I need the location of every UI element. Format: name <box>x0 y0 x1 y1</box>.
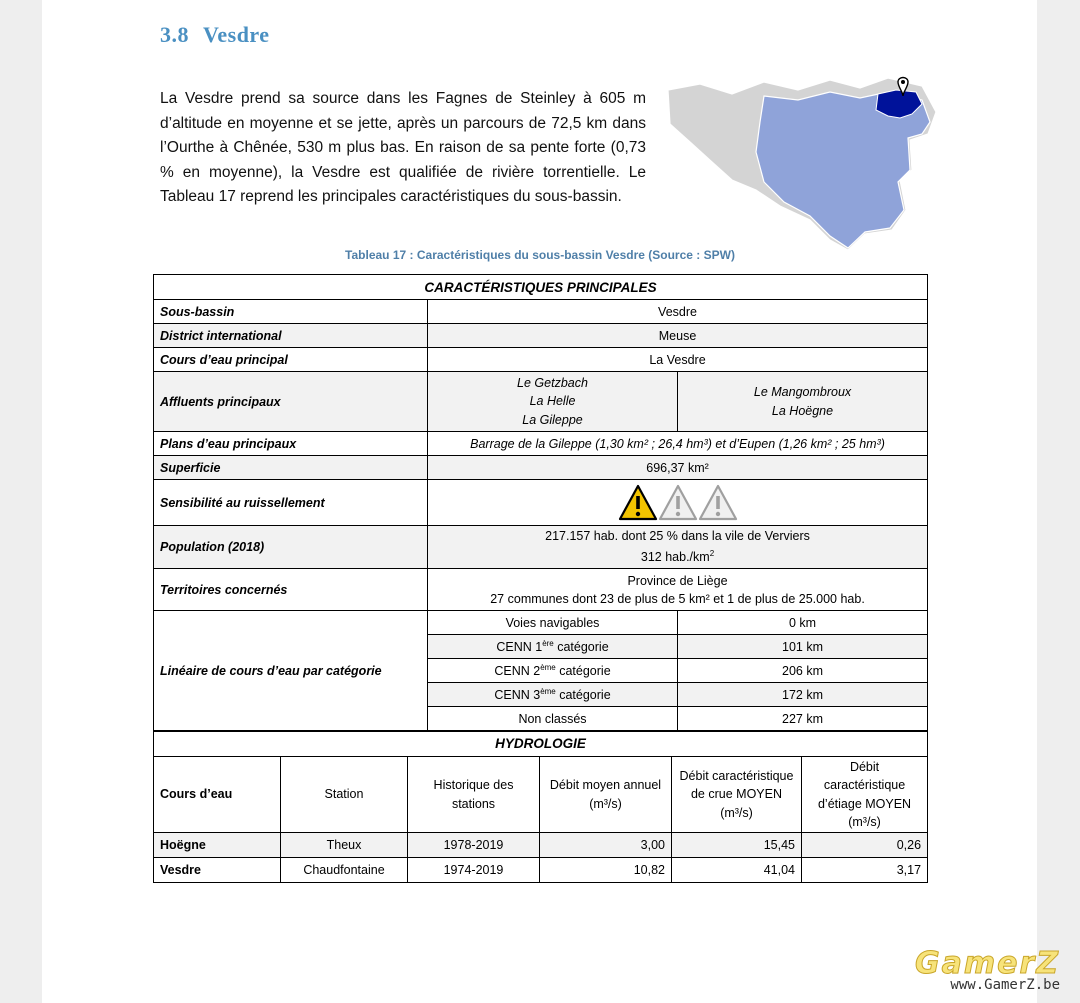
cell-historique: 1978-2019 <box>408 833 540 858</box>
cell-historique: 1974-2019 <box>408 858 540 883</box>
lineaire-category: Non classés <box>428 707 678 731</box>
population-line: 217.157 hab. dont 25 % dans la vile de Verviers <box>545 529 810 544</box>
intro-paragraph: La Vesdre prend sa source dans les Fagnes de Steinley à 605 m d’altitude en moyenne et se jette, après un parcours de 72,5 km dans l’Ourthe à Chênée, 530 m plus bas. En raison de sa pente forte (0,73 % en moyenne), la Vesdre est qualifiée de rivière torrentielle. Le Tableau 17 reprend les principales caractéristiques du sous-bassin. <box>160 90 646 205</box>
cell-debit-crue: 15,45 <box>672 833 802 858</box>
basin-location-map <box>660 72 945 257</box>
cours-principal-label: Cours d’eau principal <box>154 348 428 372</box>
district-value: Meuse <box>428 324 928 348</box>
superficie-label: Superficie <box>154 456 428 480</box>
table-header: CARACTÉRISTIQUES PRINCIPALES <box>154 275 928 300</box>
sous-bassin-label: Sous-bassin <box>154 300 428 324</box>
risk-rating-icons <box>618 484 738 522</box>
section-number: 3.8 <box>160 22 189 47</box>
superficie-value: 696,37 km² <box>428 456 928 480</box>
col-header-debit-moyen: Débit moyen annuel (m³/s) <box>540 757 672 833</box>
territoires-label: Territoires concernés <box>154 569 428 611</box>
sensibilite-rating <box>428 480 928 526</box>
affluent-item: La Hoëgne <box>771 403 834 418</box>
affluents-col1 <box>428 372 678 432</box>
warning-icon-inactive <box>660 486 696 519</box>
hydrology-header: HYDROLOGIE <box>154 732 928 757</box>
sous-bassin-value: Vesdre <box>428 300 928 324</box>
lineaire-length: 206 km <box>678 659 928 683</box>
cell-station: Chaudfontaine <box>281 858 408 883</box>
col-header-cours: Cours d’eau <box>154 757 281 833</box>
density-exponent: 2 <box>709 549 715 559</box>
cell-debit-moyen: 3,00 <box>540 833 672 858</box>
table-caption: Tableau 17 : Caractéristiques du sous-bassin Vesdre (Source : SPW) <box>345 248 735 262</box>
cell-debit-moyen: 10,82 <box>540 858 672 883</box>
affluent-item: La Helle <box>529 394 576 409</box>
affluent-item: Le Getzbach <box>517 375 588 390</box>
cell-debit-etiage: 3,17 <box>802 858 928 883</box>
cell-station: Theux <box>281 833 408 858</box>
district-label: District international <box>154 324 428 348</box>
population-value <box>428 526 928 569</box>
lineaire-length: 0 km <box>678 611 928 635</box>
lineaire-length: 101 km <box>678 635 928 659</box>
territoires-value <box>428 569 928 611</box>
warning-icon-inactive <box>700 486 736 519</box>
cell-cours: Hoëgne <box>154 833 281 858</box>
lineaire-length: 172 km <box>678 683 928 707</box>
affluent-item: Le Mangombroux <box>753 385 852 399</box>
lineaire-category: CENN 1ère catégorie <box>428 635 678 659</box>
sensibilite-label: Sensibilité au ruissellement <box>154 480 428 526</box>
cell-debit-etiage: 0,26 <box>802 833 928 858</box>
cell-cours: Vesdre <box>154 858 281 883</box>
cours-principal-value: La Vesdre <box>428 348 928 372</box>
lineaire-category: CENN 3ème catégorie <box>428 683 678 707</box>
lineaire-category: Voies navigables <box>428 611 678 635</box>
lineaire-category: CENN 2ème catégorie <box>428 659 678 683</box>
territoires-province: Province de Liège <box>627 573 728 588</box>
affluents-label: Affluents principaux <box>154 372 428 432</box>
col-header-station: Station <box>281 757 408 833</box>
characteristics-table <box>153 274 928 731</box>
lineaire-label: Linéaire de cours d’eau par catégorie <box>154 611 428 731</box>
table-row <box>154 833 928 858</box>
watermark-logo: GamerZ <box>914 946 1060 981</box>
affluent-item: La Gileppe <box>522 412 583 427</box>
population-label: Population (2018) <box>154 526 428 569</box>
hydrology-table <box>153 731 928 883</box>
section-title: Vesdre <box>203 22 270 47</box>
affluents-col2 <box>678 372 928 432</box>
cell-debit-crue: 41,04 <box>672 858 802 883</box>
col-header-debit-etiage: Débit caractéristique d’étiage MOYEN (m³/s) <box>802 757 928 833</box>
plans-eau-value: Barrage de la Gileppe (1,30 km² ; 26,4 hm³) et d’Eupen (1,26 km² ; 25 hm³) <box>428 432 928 456</box>
population-density <box>434 545 921 566</box>
plans-eau-label: Plans d’eau principaux <box>154 432 428 456</box>
density-value: 312 hab./km <box>640 550 710 565</box>
watermark-url: www.GamerZ.be <box>950 977 1060 993</box>
watermark <box>915 946 1060 993</box>
table-row <box>154 858 928 883</box>
section-heading <box>160 22 284 48</box>
territoires-communes: 27 communes dont 23 de plus de 5 km² et 1 de plus de 25.000 hab. <box>490 591 865 606</box>
lineaire-length: 227 km <box>678 707 928 731</box>
col-header-historique: Historique des stations <box>408 757 540 833</box>
col-header-debit-crue: Débit caractéristique de crue MOYEN (m³/s) <box>672 757 802 833</box>
warning-icon-active <box>620 486 656 519</box>
